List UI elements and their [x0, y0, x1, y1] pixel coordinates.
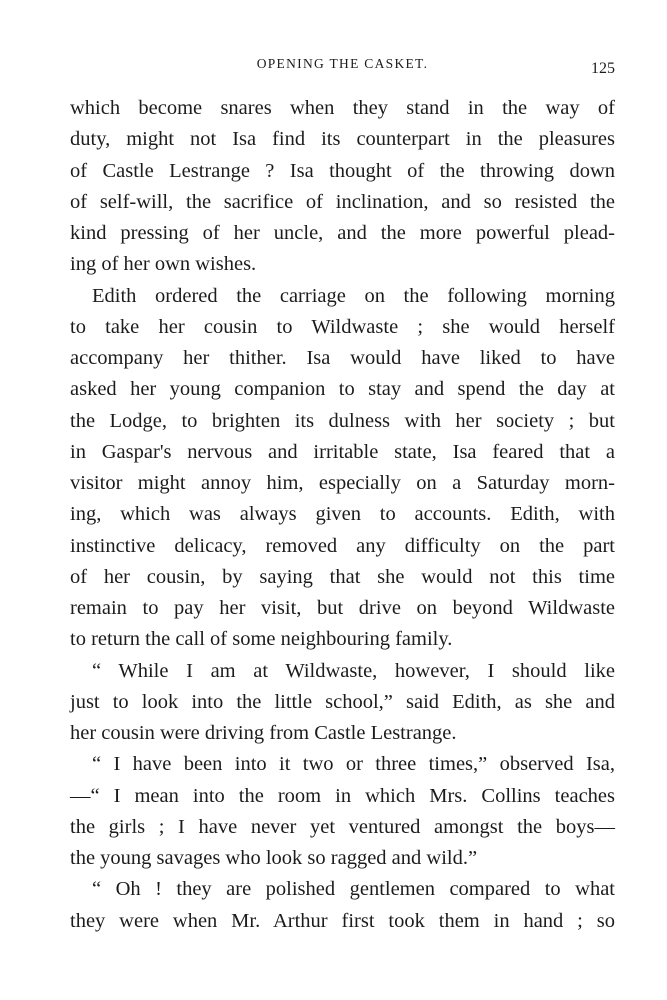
text-line: ing, which was always given to accounts. Edith, with — [70, 503, 615, 526]
text-line: just to look into the little school,” said Edith, as she and — [70, 690, 615, 713]
body-text — [70, 93, 615, 937]
text-line: ing of her own wishes. — [70, 253, 257, 276]
text-line: “ I have been into it two or three times,” observed Isa, — [92, 753, 615, 776]
text-line: —“ I mean into the room in which Mrs. Collins teaches — [70, 784, 615, 807]
text-line: duty, might not Isa find its counterpart in the pleasures — [70, 128, 615, 151]
text-line: asked her young companion to stay and spend the day at — [70, 378, 615, 401]
page-number: 125 — [591, 60, 615, 77]
running-title: OPENING THE CASKET. — [256, 56, 429, 71]
text-line: of self-will, the sacrifice of inclination, and so resisted the — [70, 190, 615, 213]
text-line: which become snares when they stand in the way of — [70, 97, 615, 119]
text-line: they were when Mr. Arthur first took them in hand ; so — [70, 909, 615, 932]
text-line: the Lodge, to brighten its dulness with her society ; but — [70, 409, 615, 432]
text-line: of Castle Lestrange ? Isa thought of the throwing down — [70, 159, 615, 182]
text-line: accompany her thither. Isa would have liked to have — [70, 347, 615, 369]
text-line: to take her cousin to Wildwaste ; she would herself — [70, 315, 615, 338]
text-line: in Gaspar's nervous and irritable state, Isa feared that a — [70, 440, 615, 463]
text-line: to return the call of some neighbouring family. — [70, 628, 453, 651]
text-line: of her cousin, by saying that she would not this time — [70, 565, 615, 588]
running-head — [70, 52, 615, 78]
text-line: instinctive delicacy, removed any difficulty on the part — [70, 534, 615, 557]
text-line: “ While I am at Wildwaste, however, I should like — [92, 659, 615, 682]
text-line: remain to pay her visit, but drive on beyond Wildwaste — [70, 597, 615, 619]
text-line: Edith ordered the carriage on the following morning — [92, 284, 615, 307]
text-line: visitor might annoy him, especially on a Saturday morn- — [70, 472, 615, 494]
text-line: the young savages who look so ragged and wild.” — [70, 847, 478, 869]
text-line: her cousin were driving from Castle Lestrange. — [70, 722, 457, 744]
text-line: kind pressing of her uncle, and the more powerful plead- — [70, 222, 615, 244]
text-line: “ Oh ! they are polished gentlemen compared to what — [92, 878, 615, 901]
text-line: the girls ; I have never yet ventured amongst the boys— — [70, 815, 615, 838]
